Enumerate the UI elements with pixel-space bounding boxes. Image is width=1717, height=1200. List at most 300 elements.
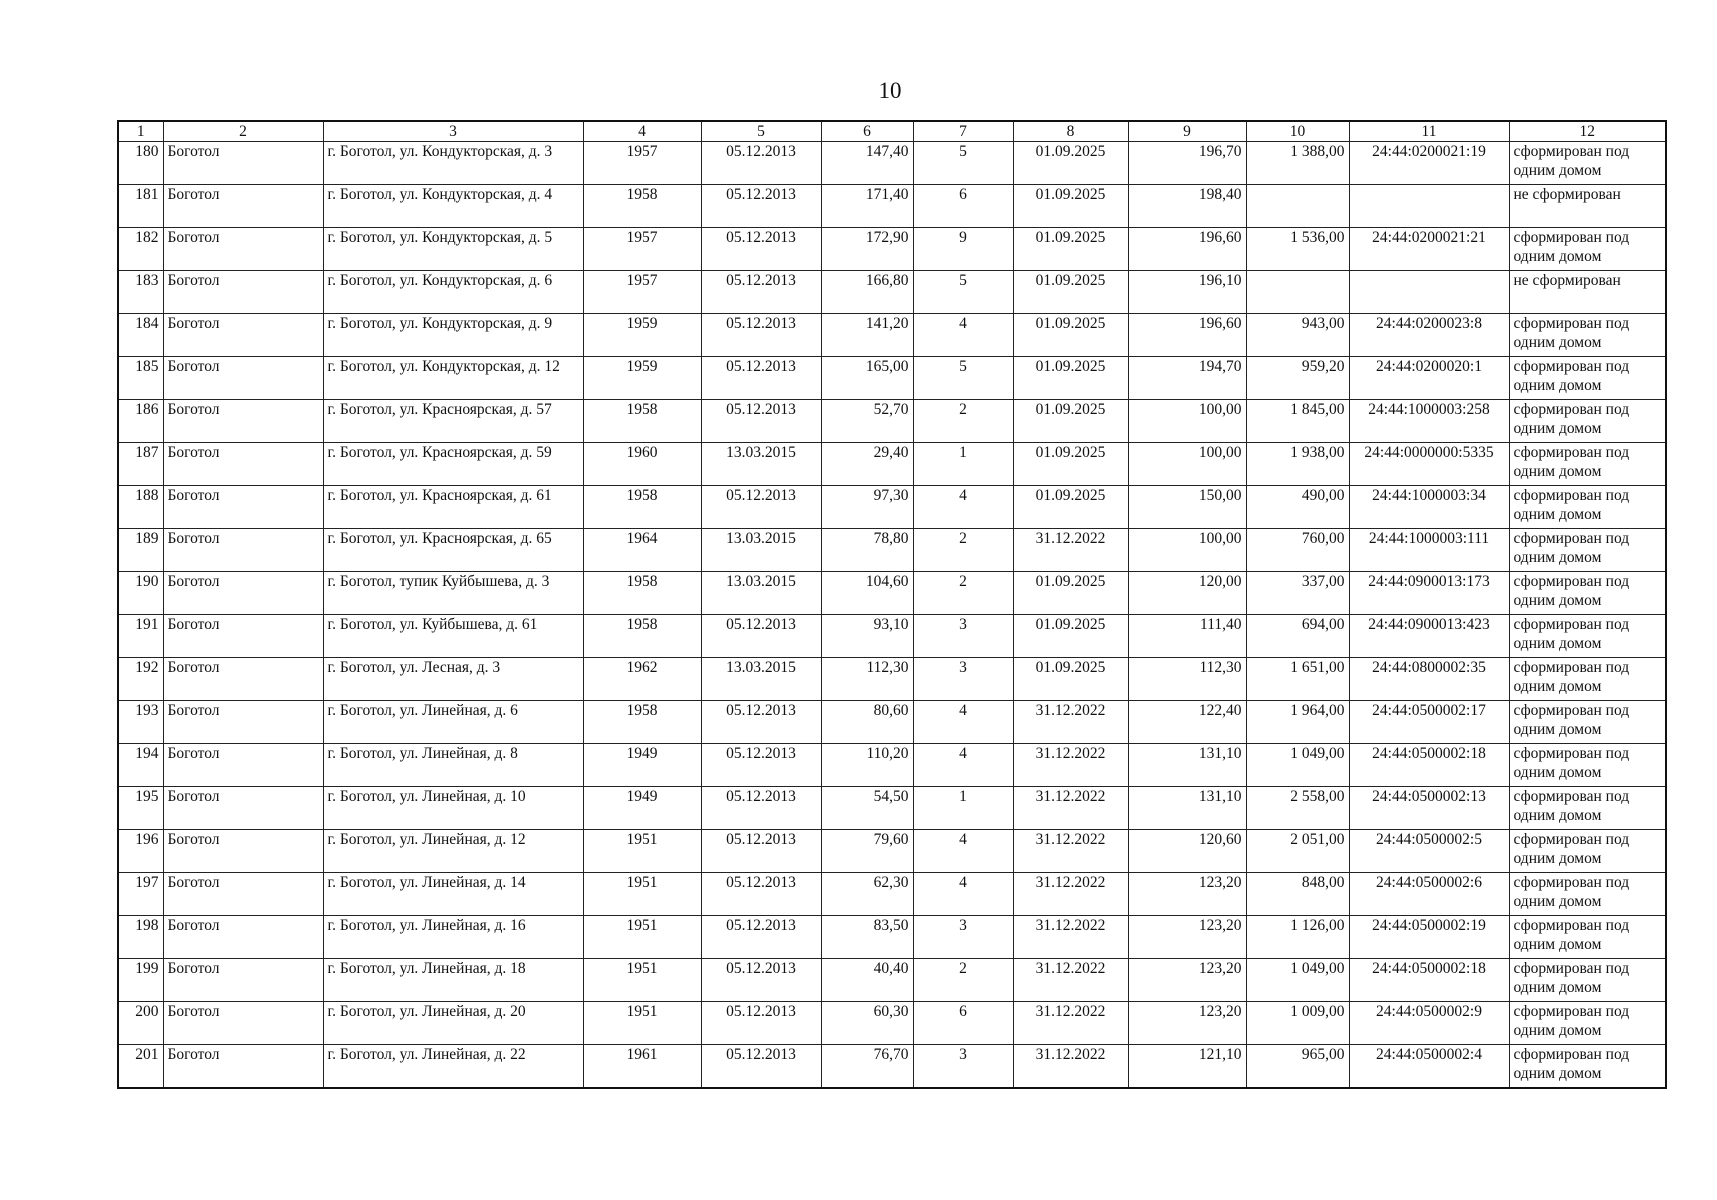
- address-cell: г. Боготол, ул. Лесная, д. 3: [323, 658, 583, 701]
- column-10-cell: 848,00: [1246, 873, 1349, 916]
- area-cell: 54,50: [821, 787, 913, 830]
- area-cell: 97,30: [821, 486, 913, 529]
- cadastral-number-cell: 24:44:0500002:5: [1349, 830, 1509, 873]
- area-cell: 29,40: [821, 443, 913, 486]
- table-row: [118, 314, 1666, 357]
- area-cell: 93,10: [821, 615, 913, 658]
- column-9-cell: 111,40: [1128, 615, 1246, 658]
- cadastral-number-cell: 24:44:0500002:4: [1349, 1045, 1509, 1088]
- column-9-cell: 100,00: [1128, 400, 1246, 443]
- cadastral-number-cell: 24:44:0200021:21: [1349, 228, 1509, 271]
- year-built-cell: 1958: [583, 486, 701, 529]
- land-status-cell: сформирован под одним домом: [1509, 142, 1666, 185]
- table-row: [118, 357, 1666, 400]
- date-cell: 13.03.2015: [701, 443, 821, 486]
- table-row: [118, 271, 1666, 314]
- area-cell: 60,30: [821, 1002, 913, 1045]
- row-number-cell: 196: [118, 830, 163, 873]
- address-cell: г. Боготол, ул. Куйбышева, д. 61: [323, 615, 583, 658]
- row-number-cell: 199: [118, 959, 163, 1002]
- table-row: [118, 830, 1666, 873]
- column-10-cell: 490,00: [1246, 486, 1349, 529]
- deadline-cell: 01.09.2025: [1013, 658, 1128, 701]
- deadline-cell: 01.09.2025: [1013, 228, 1128, 271]
- row-number-cell: 193: [118, 701, 163, 744]
- deadline-cell: 31.12.2022: [1013, 959, 1128, 1002]
- date-cell: 05.12.2013: [701, 830, 821, 873]
- land-status-cell: сформирован под одним домом: [1509, 1045, 1666, 1088]
- address-cell: г. Боготол, ул. Линейная, д. 20: [323, 1002, 583, 1045]
- address-cell: г. Боготол, ул. Красноярская, д. 61: [323, 486, 583, 529]
- area-cell: 165,00: [821, 357, 913, 400]
- column-9-cell: 196,60: [1128, 228, 1246, 271]
- land-status-cell: сформирован под одним домом: [1509, 357, 1666, 400]
- city-cell: Боготол: [163, 486, 323, 529]
- row-number-cell: 198: [118, 916, 163, 959]
- land-status-cell: сформирован под одним домом: [1509, 916, 1666, 959]
- year-built-cell: 1949: [583, 787, 701, 830]
- land-status-cell: сформирован под одним домом: [1509, 314, 1666, 357]
- address-cell: г. Боготол, ул. Линейная, д. 10: [323, 787, 583, 830]
- area-cell: 78,80: [821, 529, 913, 572]
- cadastral-number-cell: 24:44:0200021:19: [1349, 142, 1509, 185]
- table-row: [118, 873, 1666, 916]
- table-row: [118, 529, 1666, 572]
- land-status-cell: сформирован под одним домом: [1509, 1002, 1666, 1045]
- land-status-cell: не сформирован: [1509, 271, 1666, 314]
- column-9-cell: 100,00: [1128, 529, 1246, 572]
- deadline-cell: 01.09.2025: [1013, 185, 1128, 228]
- cadastral-number-cell: 24:44:0200020:1: [1349, 357, 1509, 400]
- area-cell: 112,30: [821, 658, 913, 701]
- date-cell: 05.12.2013: [701, 873, 821, 916]
- column-10-cell: 965,00: [1246, 1045, 1349, 1088]
- area-cell: 166,80: [821, 271, 913, 314]
- area-cell: 79,60: [821, 830, 913, 873]
- land-status-cell: сформирован под одним домом: [1509, 959, 1666, 1002]
- deadline-cell: 31.12.2022: [1013, 873, 1128, 916]
- area-cell: 80,60: [821, 701, 913, 744]
- column-9-cell: 196,60: [1128, 314, 1246, 357]
- cadastral-number-cell: 24:44:0500002:18: [1349, 959, 1509, 1002]
- city-cell: Боготол: [163, 314, 323, 357]
- table-row: [118, 1002, 1666, 1045]
- row-number-cell: 186: [118, 400, 163, 443]
- year-built-cell: 1957: [583, 228, 701, 271]
- row-number-cell: 201: [118, 1045, 163, 1088]
- column-header: 8: [1013, 121, 1128, 142]
- column-header: 12: [1509, 121, 1666, 142]
- year-built-cell: 1957: [583, 271, 701, 314]
- city-cell: Боготол: [163, 787, 323, 830]
- area-cell: 147,40: [821, 142, 913, 185]
- date-cell: 13.03.2015: [701, 658, 821, 701]
- column-header: 2: [163, 121, 323, 142]
- year-built-cell: 1951: [583, 873, 701, 916]
- city-cell: Боготол: [163, 959, 323, 1002]
- land-status-cell: сформирован под одним домом: [1509, 486, 1666, 529]
- year-built-cell: 1951: [583, 959, 701, 1002]
- residents-cell: 4: [913, 873, 1013, 916]
- land-status-cell: не сформирован: [1509, 185, 1666, 228]
- address-cell: г. Боготол, ул. Кондукторская, д. 6: [323, 271, 583, 314]
- deadline-cell: 01.09.2025: [1013, 572, 1128, 615]
- deadline-cell: 31.12.2022: [1013, 1002, 1128, 1045]
- deadline-cell: 01.09.2025: [1013, 314, 1128, 357]
- column-9-cell: 131,10: [1128, 744, 1246, 787]
- page-number: 10: [878, 78, 902, 103]
- land-status-cell: сформирован под одним домом: [1509, 615, 1666, 658]
- area-cell: 40,40: [821, 959, 913, 1002]
- residents-cell: 6: [913, 185, 1013, 228]
- table-row: [118, 701, 1666, 744]
- deadline-cell: 31.12.2022: [1013, 916, 1128, 959]
- column-9-cell: 120,60: [1128, 830, 1246, 873]
- column-10-cell: 1 964,00: [1246, 701, 1349, 744]
- date-cell: 13.03.2015: [701, 572, 821, 615]
- date-cell: 05.12.2013: [701, 142, 821, 185]
- city-cell: Боготол: [163, 1002, 323, 1045]
- year-built-cell: 1958: [583, 185, 701, 228]
- land-status-cell: сформирован под одним домом: [1509, 400, 1666, 443]
- row-number-cell: 181: [118, 185, 163, 228]
- column-10-cell: 1 938,00: [1246, 443, 1349, 486]
- row-number-cell: 185: [118, 357, 163, 400]
- year-built-cell: 1957: [583, 142, 701, 185]
- area-cell: 141,20: [821, 314, 913, 357]
- land-status-cell: сформирован под одним домом: [1509, 787, 1666, 830]
- date-cell: 05.12.2013: [701, 314, 821, 357]
- deadline-cell: 01.09.2025: [1013, 142, 1128, 185]
- column-header: 11: [1349, 121, 1509, 142]
- city-cell: Боготол: [163, 658, 323, 701]
- year-built-cell: 1962: [583, 658, 701, 701]
- column-9-cell: 121,10: [1128, 1045, 1246, 1088]
- city-cell: Боготол: [163, 615, 323, 658]
- address-cell: г. Боготол, ул. Линейная, д. 22: [323, 1045, 583, 1088]
- column-9-cell: 112,30: [1128, 658, 1246, 701]
- column-header: 6: [821, 121, 913, 142]
- column-9-cell: 123,20: [1128, 959, 1246, 1002]
- row-number-cell: 191: [118, 615, 163, 658]
- cadastral-number-cell: 24:44:0900013:423: [1349, 615, 1509, 658]
- column-10-cell: 1 049,00: [1246, 744, 1349, 787]
- table-row: [118, 744, 1666, 787]
- row-number-cell: 190: [118, 572, 163, 615]
- date-cell: 05.12.2013: [701, 615, 821, 658]
- column-9-cell: 123,20: [1128, 1002, 1246, 1045]
- land-status-cell: сформирован под одним домом: [1509, 228, 1666, 271]
- cadastral-number-cell: 24:44:1000003:34: [1349, 486, 1509, 529]
- residents-cell: 5: [913, 142, 1013, 185]
- address-cell: г. Боготол, ул. Линейная, д. 18: [323, 959, 583, 1002]
- residents-cell: 2: [913, 400, 1013, 443]
- date-cell: 05.12.2013: [701, 486, 821, 529]
- date-cell: 05.12.2013: [701, 701, 821, 744]
- date-cell: 05.12.2013: [701, 357, 821, 400]
- date-cell: 05.12.2013: [701, 744, 821, 787]
- deadline-cell: 01.09.2025: [1013, 271, 1128, 314]
- deadline-cell: 31.12.2022: [1013, 529, 1128, 572]
- address-cell: г. Боготол, ул. Кондукторская, д. 9: [323, 314, 583, 357]
- date-cell: 05.12.2013: [701, 787, 821, 830]
- column-9-cell: 194,70: [1128, 357, 1246, 400]
- residents-cell: 4: [913, 744, 1013, 787]
- column-10-cell: 1 536,00: [1246, 228, 1349, 271]
- land-status-cell: сформирован под одним домом: [1509, 443, 1666, 486]
- residents-cell: 1: [913, 787, 1013, 830]
- area-cell: 62,30: [821, 873, 913, 916]
- column-header: 10: [1246, 121, 1349, 142]
- column-header: 9: [1128, 121, 1246, 142]
- table-row: [118, 400, 1666, 443]
- city-cell: Боготол: [163, 873, 323, 916]
- table-row: [118, 615, 1666, 658]
- year-built-cell: 1958: [583, 572, 701, 615]
- date-cell: 05.12.2013: [701, 1002, 821, 1045]
- land-status-cell: сформирован под одним домом: [1509, 529, 1666, 572]
- cadastral-number-cell: 24:44:1000003:111: [1349, 529, 1509, 572]
- city-cell: Боготол: [163, 142, 323, 185]
- table-body: [118, 142, 1666, 1088]
- city-cell: Боготол: [163, 830, 323, 873]
- deadline-cell: 01.09.2025: [1013, 357, 1128, 400]
- column-9-cell: 100,00: [1128, 443, 1246, 486]
- year-built-cell: 1958: [583, 701, 701, 744]
- column-9-cell: 196,10: [1128, 271, 1246, 314]
- address-cell: г. Боготол, ул. Линейная, д. 12: [323, 830, 583, 873]
- column-9-cell: 131,10: [1128, 787, 1246, 830]
- row-number-cell: 192: [118, 658, 163, 701]
- area-cell: 83,50: [821, 916, 913, 959]
- column-9-cell: 120,00: [1128, 572, 1246, 615]
- city-cell: Боготол: [163, 185, 323, 228]
- date-cell: 13.03.2015: [701, 529, 821, 572]
- residents-cell: 3: [913, 1045, 1013, 1088]
- row-number-cell: 180: [118, 142, 163, 185]
- deadline-cell: 31.12.2022: [1013, 744, 1128, 787]
- deadline-cell: 31.12.2022: [1013, 830, 1128, 873]
- city-cell: Боготол: [163, 701, 323, 744]
- column-10-cell: 1 009,00: [1246, 1002, 1349, 1045]
- table-row: [118, 1045, 1666, 1088]
- date-cell: 05.12.2013: [701, 185, 821, 228]
- address-cell: г. Боготол, ул. Линейная, д. 8: [323, 744, 583, 787]
- deadline-cell: 01.09.2025: [1013, 443, 1128, 486]
- row-number-cell: 195: [118, 787, 163, 830]
- table-row: [118, 142, 1666, 185]
- column-header: 3: [323, 121, 583, 142]
- year-built-cell: 1960: [583, 443, 701, 486]
- column-9-cell: 150,00: [1128, 486, 1246, 529]
- row-number-cell: 189: [118, 529, 163, 572]
- date-cell: 05.12.2013: [701, 228, 821, 271]
- address-cell: г. Боготол, ул. Линейная, д. 14: [323, 873, 583, 916]
- table-row: [118, 959, 1666, 1002]
- residents-cell: 4: [913, 701, 1013, 744]
- row-number-cell: 183: [118, 271, 163, 314]
- date-cell: 05.12.2013: [701, 271, 821, 314]
- address-cell: г. Боготол, ул. Кондукторская, д. 12: [323, 357, 583, 400]
- deadline-cell: 01.09.2025: [1013, 486, 1128, 529]
- year-built-cell: 1964: [583, 529, 701, 572]
- deadline-cell: 31.12.2022: [1013, 787, 1128, 830]
- cadastral-number-cell: 24:44:0800002:35: [1349, 658, 1509, 701]
- city-cell: Боготол: [163, 357, 323, 400]
- area-cell: 52,70: [821, 400, 913, 443]
- address-cell: г. Боготол, ул. Красноярская, д. 65: [323, 529, 583, 572]
- cadastral-number-cell: 24:44:0500002:6: [1349, 873, 1509, 916]
- column-10-cell: 1 651,00: [1246, 658, 1349, 701]
- cadastral-number-cell: [1349, 271, 1509, 314]
- date-cell: 05.12.2013: [701, 400, 821, 443]
- column-10-cell: 1 388,00: [1246, 142, 1349, 185]
- row-number-cell: 187: [118, 443, 163, 486]
- city-cell: Боготол: [163, 1045, 323, 1088]
- residents-cell: 3: [913, 916, 1013, 959]
- year-built-cell: 1951: [583, 1002, 701, 1045]
- city-cell: Боготол: [163, 228, 323, 271]
- column-header: 1: [118, 121, 163, 142]
- residents-cell: 2: [913, 959, 1013, 1002]
- cadastral-number-cell: 24:44:0500002:17: [1349, 701, 1509, 744]
- column-10-cell: 760,00: [1246, 529, 1349, 572]
- residents-cell: 3: [913, 658, 1013, 701]
- year-built-cell: 1961: [583, 1045, 701, 1088]
- residents-cell: 3: [913, 615, 1013, 658]
- cadastral-number-cell: 24:44:1000003:258: [1349, 400, 1509, 443]
- column-10-cell: 943,00: [1246, 314, 1349, 357]
- city-cell: Боготол: [163, 443, 323, 486]
- deadline-cell: 01.09.2025: [1013, 615, 1128, 658]
- residents-cell: 9: [913, 228, 1013, 271]
- column-10-cell: [1246, 185, 1349, 228]
- table-row: [118, 658, 1666, 701]
- row-number-cell: 182: [118, 228, 163, 271]
- row-number-cell: 188: [118, 486, 163, 529]
- address-cell: г. Боготол, ул. Красноярская, д. 57: [323, 400, 583, 443]
- residents-cell: 5: [913, 271, 1013, 314]
- year-built-cell: 1958: [583, 615, 701, 658]
- cadastral-number-cell: 24:44:0900013:173: [1349, 572, 1509, 615]
- address-cell: г. Боготол, ул. Линейная, д. 6: [323, 701, 583, 744]
- city-cell: Боготол: [163, 916, 323, 959]
- area-cell: 110,20: [821, 744, 913, 787]
- address-cell: г. Боготол, тупик Куйбышева, д. 3: [323, 572, 583, 615]
- year-built-cell: 1959: [583, 314, 701, 357]
- row-number-cell: 194: [118, 744, 163, 787]
- column-10-cell: 1 126,00: [1246, 916, 1349, 959]
- column-header: 7: [913, 121, 1013, 142]
- year-built-cell: 1951: [583, 830, 701, 873]
- column-header: 5: [701, 121, 821, 142]
- city-cell: Боготол: [163, 744, 323, 787]
- residents-cell: 4: [913, 486, 1013, 529]
- land-status-cell: сформирован под одним домом: [1509, 701, 1666, 744]
- address-cell: г. Боготол, ул. Линейная, д. 16: [323, 916, 583, 959]
- column-9-cell: 198,40: [1128, 185, 1246, 228]
- residents-cell: 5: [913, 357, 1013, 400]
- area-cell: 76,70: [821, 1045, 913, 1088]
- year-built-cell: 1949: [583, 744, 701, 787]
- cadastral-number-cell: 24:44:0500002:9: [1349, 1002, 1509, 1045]
- row-number-cell: 197: [118, 873, 163, 916]
- residents-cell: 4: [913, 830, 1013, 873]
- cadastral-number-cell: 24:44:0500002:18: [1349, 744, 1509, 787]
- year-built-cell: 1951: [583, 916, 701, 959]
- column-10-cell: 1 049,00: [1246, 959, 1349, 1002]
- deadline-cell: 01.09.2025: [1013, 400, 1128, 443]
- city-cell: Боготол: [163, 572, 323, 615]
- city-cell: Боготол: [163, 400, 323, 443]
- address-cell: г. Боготол, ул. Кондукторская, д. 5: [323, 228, 583, 271]
- residents-cell: 6: [913, 1002, 1013, 1045]
- column-9-cell: 196,70: [1128, 142, 1246, 185]
- area-cell: 171,40: [821, 185, 913, 228]
- column-9-cell: 122,40: [1128, 701, 1246, 744]
- column-10-cell: [1246, 271, 1349, 314]
- year-built-cell: 1959: [583, 357, 701, 400]
- table-row: [118, 443, 1666, 486]
- date-cell: 05.12.2013: [701, 1045, 821, 1088]
- table-row: [118, 228, 1666, 271]
- land-status-cell: сформирован под одним домом: [1509, 830, 1666, 873]
- cadastral-number-cell: 24:44:0500002:19: [1349, 916, 1509, 959]
- cadastral-number-cell: 24:44:0500002:13: [1349, 787, 1509, 830]
- deadline-cell: 31.12.2022: [1013, 1045, 1128, 1088]
- city-cell: Боготол: [163, 529, 323, 572]
- column-10-cell: 337,00: [1246, 572, 1349, 615]
- table-row: [118, 486, 1666, 529]
- row-number-cell: 200: [118, 1002, 163, 1045]
- address-cell: г. Боготол, ул. Красноярская, д. 59: [323, 443, 583, 486]
- land-status-cell: сформирован под одним домом: [1509, 873, 1666, 916]
- cadastral-number-cell: [1349, 185, 1509, 228]
- column-9-cell: 123,20: [1128, 916, 1246, 959]
- land-status-cell: сформирован под одним домом: [1509, 744, 1666, 787]
- column-10-cell: 694,00: [1246, 615, 1349, 658]
- residents-cell: 4: [913, 314, 1013, 357]
- address-cell: г. Боготол, ул. Кондукторская, д. 3: [323, 142, 583, 185]
- column-10-cell: 1 845,00: [1246, 400, 1349, 443]
- land-status-cell: сформирован под одним домом: [1509, 658, 1666, 701]
- city-cell: Боготол: [163, 271, 323, 314]
- cadastral-number-cell: 24:44:0200023:8: [1349, 314, 1509, 357]
- table-row: [118, 787, 1666, 830]
- column-9-cell: 123,20: [1128, 873, 1246, 916]
- area-cell: 104,60: [821, 572, 913, 615]
- table-row: [118, 572, 1666, 615]
- area-cell: 172,90: [821, 228, 913, 271]
- housing-registry-table: [117, 120, 1667, 1089]
- land-status-cell: сформирован под одним домом: [1509, 572, 1666, 615]
- column-10-cell: 2 051,00: [1246, 830, 1349, 873]
- cadastral-number-cell: 24:44:0000000:5335: [1349, 443, 1509, 486]
- table-row: [118, 916, 1666, 959]
- address-cell: г. Боготол, ул. Кондукторская, д. 4: [323, 185, 583, 228]
- deadline-cell: 31.12.2022: [1013, 701, 1128, 744]
- residents-cell: 2: [913, 572, 1013, 615]
- row-number-cell: 184: [118, 314, 163, 357]
- column-10-cell: 959,20: [1246, 357, 1349, 400]
- date-cell: 05.12.2013: [701, 916, 821, 959]
- column-header: 4: [583, 121, 701, 142]
- year-built-cell: 1958: [583, 400, 701, 443]
- column-number-row: [118, 121, 1666, 142]
- date-cell: 05.12.2013: [701, 959, 821, 1002]
- residents-cell: 1: [913, 443, 1013, 486]
- table-row: [118, 185, 1666, 228]
